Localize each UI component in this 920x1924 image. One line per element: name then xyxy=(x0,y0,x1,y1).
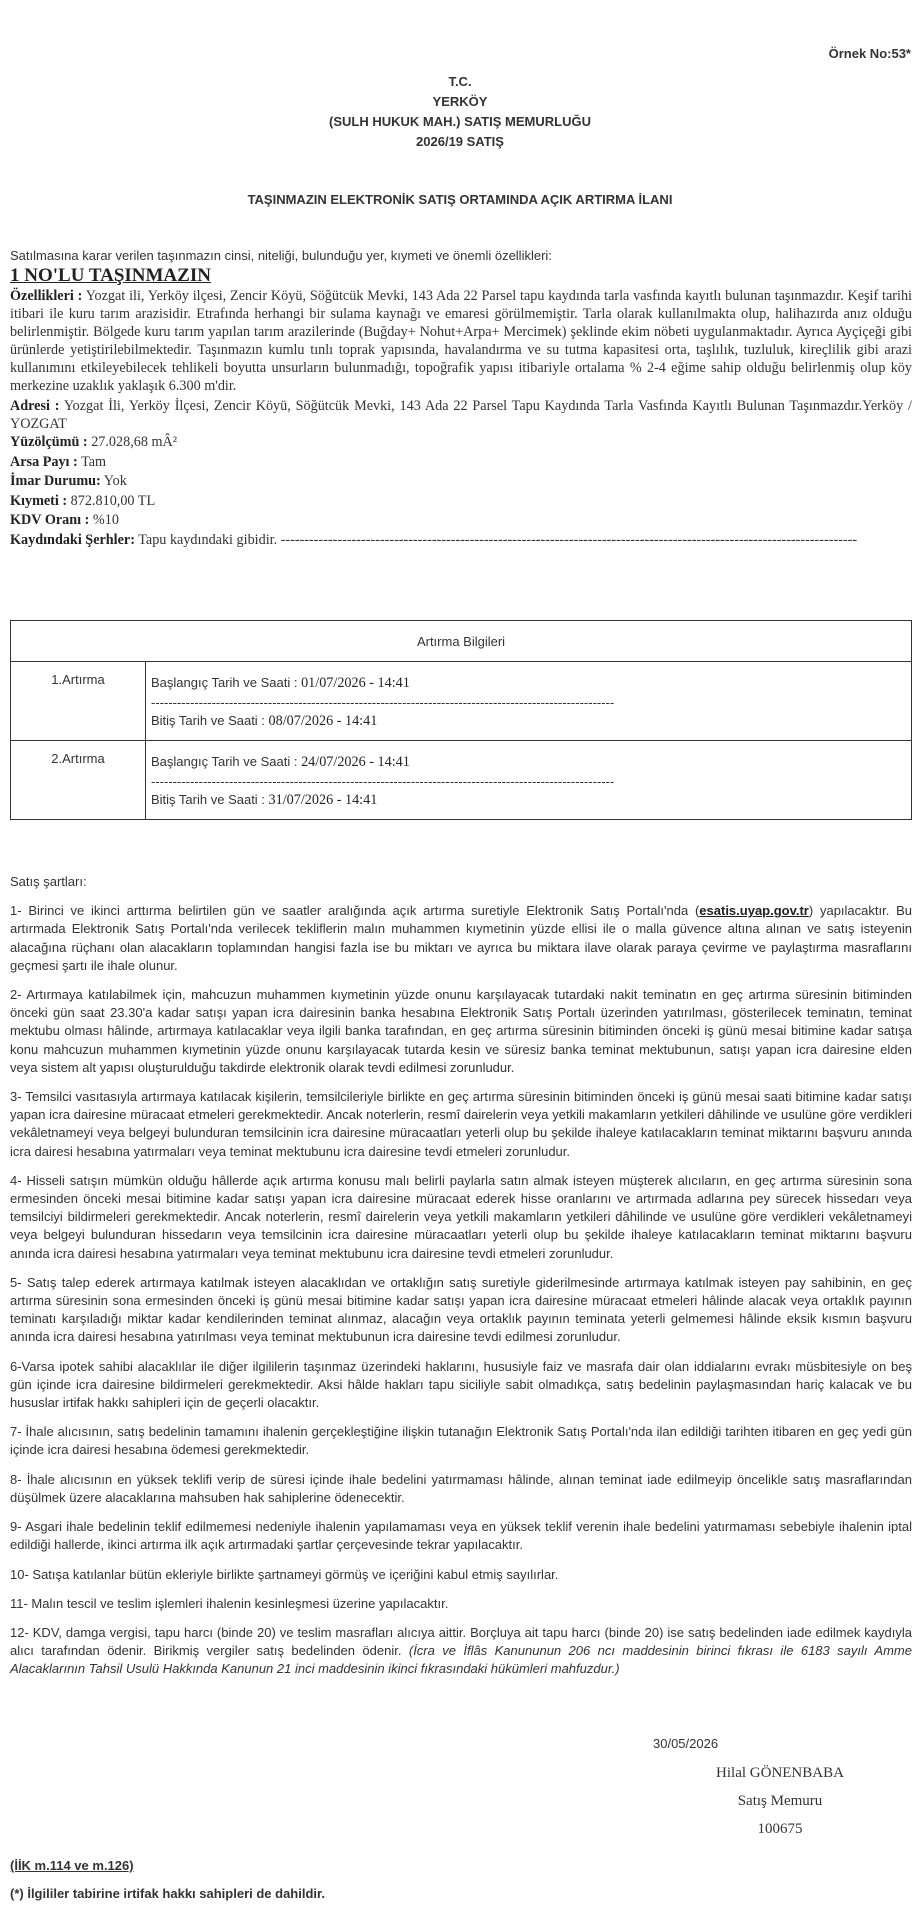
start-label: Başlangıç Tarih ve Saati : xyxy=(151,675,302,690)
property-share xyxy=(10,453,912,473)
header-file-no: 2026/19 SATIŞ xyxy=(416,134,504,149)
zoning-label: İmar Durumu: xyxy=(10,473,101,489)
address-label: Adresi : xyxy=(10,398,60,414)
area-value: 27.028,68 mÂ² xyxy=(87,434,178,450)
features-label: Özellikleri : xyxy=(10,288,83,304)
notice-title: TAŞINMAZIN ELEKTRONİK SATIŞ ORTAMINDA AÇIK ARTIRMA İLANI xyxy=(247,192,673,207)
auction-title: Artırma Bilgileri xyxy=(11,621,912,662)
property-area xyxy=(10,433,912,453)
share-label: Arsa Payı : xyxy=(10,453,78,470)
term-12 xyxy=(10,1624,912,1679)
law-reference: (İİK m.114 ve m.126) xyxy=(10,1858,134,1873)
property-zoning xyxy=(10,472,912,492)
share-value: Tam xyxy=(77,453,107,470)
signer-number: 100675 xyxy=(757,1821,803,1837)
round-start xyxy=(151,675,906,692)
office-header xyxy=(0,72,920,152)
term-12-legal-note: (İcra ve İflâs Kanununun 206 ncı maddesinin birinci fıkrası ile 6183 sayılı Amme Alacaklarının Tahsil Usulü Hakkında Kanunun 21 inci maddesinin ikinci fıkrasındaki hükümleri mahfuzdur.) xyxy=(10,1643,912,1677)
features-text: Yozgat ili, Yerköy ilçesi, Zencir Köyü, Söğütcük Mevki, 143 Ada 22 Parsel tapu kaydında tarla vasfında kayıtlı bulunan taşınmazdır. Keşif tarihi itibari ile kuru tarım arazisidir. Etrafında herhangi bir sulama kaynağı ve emaresi görülmemiştir. Tarla olarak kullanılmakta olup, halihazırda anız olduğu belirlenmiştir. Bölgede kuru tarım yapılan tarım arazilerinde (Buğday+ Nohut+Arpa+ Mercimek) şeklinde ekim nöbeti uygulanmaktadır. Ayrıca Ayçiçeği gibi ürünlerde yetiştirilebilmektedir. Taşınmazın kumlu tınlı toprak yapısında, havalandırma ve su tutma kapasitesi orta, taşlılık, tuzluluk, kireçlilik gibi arazi kullanımını etkileyebilecek tehlikeli boyutta unsurların bulunmadığı, topoğrafik yapısı itibariyle ortalama % 2-4 eğime sahip olduğu belirlenmiş olup köy merkezine uzaklık yaklaşık 6.300 m'dir. xyxy=(10,288,912,394)
annotations-value: Tapu kaydındaki gibidir. -------------------------------------------------------------------------------------------------------------------------- xyxy=(134,531,858,548)
sale-terms xyxy=(10,873,912,1690)
term-9: 9- Asgari ihale bedelinin teklif edilmemesi nedeniyle ihalenin yapılamaması veya en yüksek teklif verenin ihale bedelini yatırmaması sebebiyle ihalenin iptal edildiği hallerde, ikinci artırma ilk açık artırmadaki şartlar çerçevesinde tekrar yapılacaktır. xyxy=(10,1519,912,1553)
vat-label: KDV Oranı : xyxy=(10,512,90,528)
signature-date: 30/05/2026 xyxy=(653,1736,719,1751)
round-start xyxy=(151,754,906,771)
zoning-value: Yok xyxy=(100,473,127,489)
esatis-link[interactable]: esatis.uyap.gov.tr xyxy=(699,903,809,919)
term-1 xyxy=(10,902,912,975)
vat-value: %10 xyxy=(89,512,119,528)
term-8: 8- İhale alıcısının en yüksek teklifi verip de süresi içinde ihale bedelini yatırmaması hâlinde, alınan teminat iade edilmeyip öncelikle satış masraflarından düşülmek üzere alacaklarına mahsuben hak sahiplerine ödenecektir. xyxy=(10,1471,912,1505)
term-11: 11- Malın tescil ve teslim işlemleri ihalenin kesinleşmesi üzerine yapılacaktır. xyxy=(10,1595,449,1611)
property-value xyxy=(10,492,912,512)
header-tc: T.C. xyxy=(448,74,472,89)
auction-table-header xyxy=(11,621,912,662)
term-1-after: ) yapılacaktır. Bu artırmada Elektronik Satış Portalı'nda verilecek tekliflerin malın muhammen kıymetinin yüzde ellisi ile o malla güvence altına alınan ve satış isteyenin alacağına rüçhanı olan alacakların toplamından hangisi fazla ise bu miktarı ve ayrıca bu miktara ilave olarak paraya çevirme ve paylaştırma masraflarını geçmesi şartı ile ihale olunur. xyxy=(10,903,912,973)
footnote-note: (*) İlgililer tabirine irtifak hakkı sahipleri de dahildir. xyxy=(10,1886,325,1901)
end-label: Bitiş Tarih ve Saati : xyxy=(151,713,269,728)
auction-table xyxy=(10,620,912,820)
term-6: 6-Varsa ipotek sahibi alacaklılar ile diğer ilgililerin taşınmaz üzerindeki haklarını, hususiyle faiz ve masrafa dair olan iddialarını evrakı müsbitesiyle on beş gün içinde icra dairesine bildirmeleri gerekmektedir. Aksi hâlde hakları tapu siciliyle sabit olmadıkça, satış bedelinin paylaşmasından hariç kalacak ve bu hususlar irtifak hakkı sahipleri için de geçerli olacaktır. xyxy=(10,1358,912,1411)
round-separator: ----------------------------------------------------------------------------------------------------------- xyxy=(151,775,615,789)
auction-round-row xyxy=(11,662,912,741)
property-section xyxy=(10,248,912,550)
start-value: 01/07/2026 - 14:41 xyxy=(301,675,410,691)
round-end xyxy=(151,792,906,809)
property-annotations xyxy=(10,531,912,551)
term-7: 7- İhale alıcısının, satış bedelinin tamamını ihalenin gerçekleştiğine ilişkin tutanağın Elektronik Satış Portalı'nda ilan edildiği tarihten itibaren en geç yedi gün içinde icra dairesi hesabına ödemesi gerekmektedir. xyxy=(10,1424,912,1458)
annotations-label: Kaydındaki Şerhler: xyxy=(10,531,135,548)
signer-title: Satış Memuru xyxy=(737,1793,823,1809)
signer-name: Hilal GÖNENBABA xyxy=(716,1765,844,1781)
end-value: 08/07/2026 - 14:41 xyxy=(268,713,378,729)
round-end xyxy=(151,713,906,730)
end-label: Bitiş Tarih ve Saati : xyxy=(151,792,269,807)
intro-text: Satılmasına karar verilen taşınmazın cinsi, niteliği, bulunduğu yer, kıymeti ve önemli özellikleri: xyxy=(10,248,552,263)
property-vat xyxy=(10,511,912,531)
property-title: 1 NO'LU TAŞINMAZIN xyxy=(10,265,211,286)
example-number: Örnek No:53* xyxy=(828,46,911,61)
address-text: Yozgat İli, Yerköy İlçesi, Zencir Köyü, Söğütcük Mevki, 143 Ada 22 Parsel Tapu Kaydında Tarla Vasfında Kayıtlı Bulunan Taşınmazdır.Yerköy / YOZGAT xyxy=(10,398,912,432)
end-value: 31/07/2026 - 14:41 xyxy=(268,792,378,808)
term-10: 10- Satışa katılanlar bütün ekleriyle birlikte şartnameyi görmüş ve içeriğini kabul etmiş sayılırlar. xyxy=(10,1566,559,1582)
value-label: Kıymeti : xyxy=(10,492,68,509)
term-1-before: 1- Birinci ve ikinci arttırma belirtilen gün ve saatler aralığında açık artırma suretiyle Elektronik Satış Portalı'nda ( xyxy=(10,903,700,919)
header-place: YERKÖY xyxy=(432,94,488,109)
term-12-main: 12- KDV, damga vergisi, tapu harcı (binde 20) ve teslim masrafları alıcıya aittir. Borçluya ait tapu harcı (binde 20) ise satış bedelinden iade edilmek kaydıyla alıcı tarafından ödenir. Birikmiş vergiler satış bedelinden ödenir. xyxy=(10,1624,912,1659)
start-label: Başlangıç Tarih ve Saati : xyxy=(151,754,302,769)
round-info xyxy=(146,741,912,820)
term-5: 5- Satış talep ederek artırmaya katılmak isteyen alacaklıdan ve ortaklığın satış suretiyle giderilmesinde artırmaya katılmak isteyen pay sahibinin, en geç artırma süresinin sona ermesinden önceki iş günü mesai bitimine kadar satışı yapan icra dairesine müracaat etmeleri hâlinde alacak veya ortaklık payının teminatı karşıladığı miktar kadar kendilerinden teminat alınmaz, alacağın veya ortaklık payının teminata yeterli gelmemesi hâlinde eksik kısmın başvuru anında icra dairesi hesabına yatırılması veya teminat mektubunun icra dairesine tevdi edilmesi zorunludur. xyxy=(10,1274,912,1345)
term-2: 2- Artırmaya katılabilmek için, mahcuzun muhammen kıymetinin yüzde onunu karşılayacak tutardaki nakit teminatın en geç artırma süresinin bitiminden önceki gün saat 23.30'a kadar satışı yapan icra dairesinin banka hesabına Elektronik Satış Portalı üzerinden yatırılması, gösterilecek teminatın, teminat mektubu olması hâlinde, artırmaya katılacaklar veya ilgili banka tarafından, en geç artırma süresinin bitiminden önceki iş günü mesai bitimine kadar satışa konu mahcuzun muhammen kıymetinin yüzde onunu karşılayacak tutarda kesin ve süresiz banka teminat mektubunun, satışı yapan icra dairesine elden veya sistem alt yapısı oluşturulduğu takdirde elektronik olarak tevdi edilmesi zorunludur. xyxy=(10,987,912,1075)
start-value: 24/07/2026 - 14:41 xyxy=(301,754,410,770)
auction-round-row xyxy=(11,741,912,820)
term-4: 4- Hisseli satışın mümkün olduğu hâllerde açık artırma konusu malı belirli paylarla satın almak isteyen müşterek alıcıların, en geç artırma süresinin sona ermesinden önceki mesai bitimine kadar satışı yapan icra dairesine müracaat ederek hisse oranlarını ve artırmada adlarına pey sürecek hissedarı veya temsilciyi bildirmeleri gerekmektedir. Ancak noterlerin, resmî dairelerin veya yetkili makamların yetkileri dâhilinde ve usulüne göre verdikleri vekâletnameyi veya belgeyi bulunduran hissedarın veya temsilcinin icra dairesine müracaatları yeterli olup bu şekilde ihaleye katılacakların teminat miktarını başvuru anında icra dairesi hesabına yatırmaları veya teminat mektubunu icra dairesine tevdi etmeleri zorunludur. xyxy=(10,1172,912,1261)
round-label: 2.Artırma xyxy=(11,741,146,820)
value-value: 872.810,00 TL xyxy=(67,492,156,509)
term-3: 3- Temsilci vasıtasıyla artırmaya katılacak kişilerin, temsilcileriyle birlikte en geç artırma süresinin bitiminden önceki iş günü mesai saati bitimine kadar satışı yapan icra dairesine müracaat etmeleri gerekmektedir. Ancak noterlerin, resmî dairelerin veya yetkili makamların yetkileri dâhilinde ve usulüne göre verdikleri vekâletnameyi veya belgeyi bulunduran temsilcinin icra dairesine müracaatları yeterli olup bu şekilde ihaleye katılacakların teminat miktarını başvuru anında icra dairesi hesabına yatırmaları veya teminat mektubunu icra dairesine tevdi etmeleri zorunludur. xyxy=(10,1089,912,1159)
round-label: 1.Artırma xyxy=(11,662,146,741)
header-office: (SULH HUKUK MAH.) SATIŞ MEMURLUĞU xyxy=(329,114,591,129)
round-info xyxy=(146,662,912,741)
terms-heading: Satış şartları: xyxy=(10,874,87,889)
property-address xyxy=(10,397,912,433)
property-features xyxy=(10,287,912,395)
area-label: Yüzölçümü : xyxy=(10,434,88,450)
round-separator: ----------------------------------------------------------------------------------------------------------- xyxy=(151,696,615,710)
